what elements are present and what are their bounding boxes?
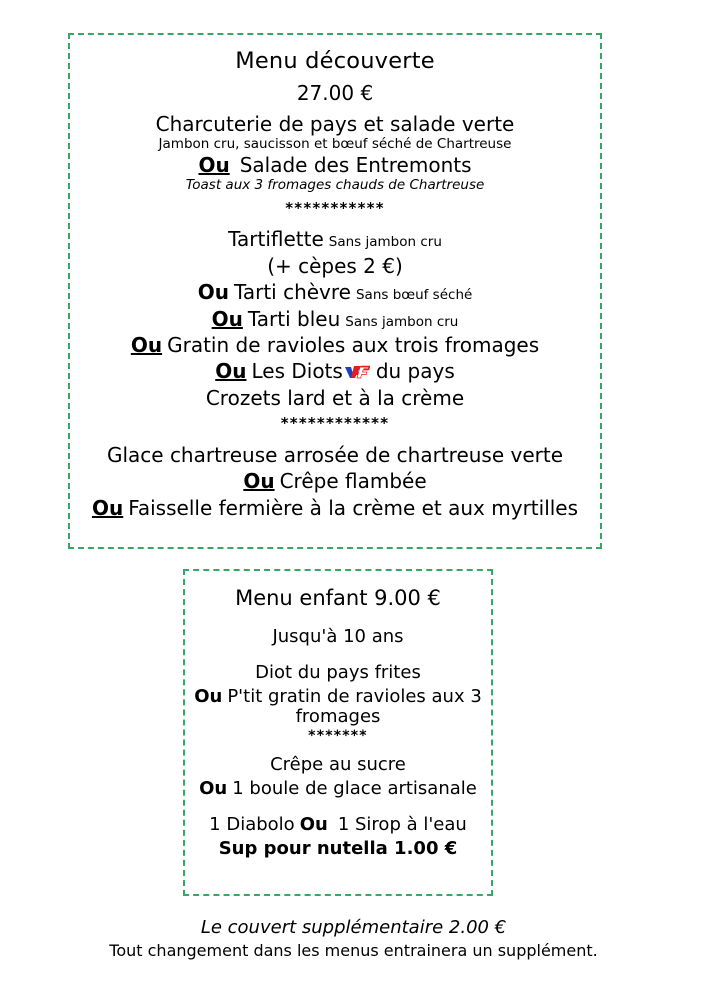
- dessert-option-2: [76, 470, 594, 492]
- starter-option-1-description: Jambon cru, saucisson et bœuf séché de Chartreuse: [158, 135, 512, 152]
- or-label-child-main: Ou: [194, 685, 223, 707]
- child-menu-title: Menu enfant 9.00 €: [235, 586, 441, 610]
- child-drinks: [191, 815, 485, 835]
- or-label-child-dessert: Ou: [199, 777, 228, 799]
- child-drink-1: 1 Diabolo: [209, 814, 295, 836]
- main-item-1-note: Sans jambon cru: [328, 234, 442, 251]
- child-dessert-2: [191, 779, 485, 799]
- or-label-child-drink: Ou: [299, 814, 328, 836]
- child-dessert-2-label: 1 boule de glace artisanale: [232, 777, 477, 799]
- child-main-2-label: P'tit gratin de ravioles aux 3 fromages: [227, 685, 482, 727]
- discovery-menu-box: [68, 33, 602, 549]
- child-nutella-supplement: Sup pour nutella 1.00 €: [218, 838, 458, 860]
- main-item-6: Crozets lard et à la crème: [205, 385, 465, 410]
- main-item-5-label-post: du pays: [375, 359, 455, 384]
- child-main-2: [191, 687, 485, 727]
- main-item-2: [76, 281, 594, 303]
- child-menu-box: [183, 569, 493, 896]
- dessert-option-2-label: Crêpe flambée: [279, 469, 427, 494]
- main-item-5-label-pre: Les Diots: [251, 359, 343, 384]
- starter-option-1: Charcuterie de pays et salade verte: [155, 111, 515, 136]
- discovery-menu-title: Menu découverte: [235, 48, 435, 74]
- main-item-3: [76, 308, 594, 330]
- vpf-logo-icon: [344, 362, 370, 377]
- child-menu-age-limit: Jusqu'à 10 ans: [272, 625, 404, 647]
- main-item-3-note: Sans jambon cru: [345, 313, 459, 330]
- or-label-starter: Ou: [198, 153, 230, 178]
- separator-stars-1: ***********: [285, 198, 385, 217]
- child-dessert-1: Crêpe au sucre: [270, 753, 406, 775]
- footer-cover-charge: Le couvert supplémentaire 2.00 €: [200, 917, 507, 938]
- starter-option-2: [76, 154, 594, 176]
- separator-stars-2: ************: [280, 414, 390, 433]
- discovery-menu-content: [70, 35, 600, 519]
- main-item-2-note: Sans bœuf séché: [355, 287, 473, 304]
- main-item-1-supplement: (+ cèpes 2 €): [267, 253, 403, 278]
- or-label-dessert-3: Ou: [91, 495, 124, 520]
- or-label-main-3: Ou: [211, 306, 243, 331]
- starter-option-2-label: Salade des Entremonts: [239, 153, 472, 178]
- main-item-2-label: Tarti chèvre: [233, 280, 351, 305]
- main-item-4: [76, 334, 594, 356]
- starter-option-2-description: Toast aux 3 fromages chauds de Chartreuse: [185, 177, 485, 194]
- or-label-main-4: Ou: [130, 332, 163, 357]
- or-label-dessert-2: Ou: [243, 469, 275, 494]
- main-item-3-label: Tarti bleu: [247, 306, 341, 331]
- child-drink-2: 1 Sirop à l'eau: [337, 814, 467, 836]
- footer: [0, 918, 707, 960]
- dessert-option-1: Glace chartreuse arrosée de chartreuse verte: [106, 442, 564, 467]
- or-label-main-5: Ou: [215, 359, 247, 384]
- discovery-menu-price: 27.00 €: [296, 81, 374, 106]
- or-label-main-2: Ou: [197, 280, 229, 305]
- separator-stars-child: *******: [308, 728, 368, 745]
- main-item-4-label: Gratin de ravioles aux trois fromages: [167, 332, 540, 357]
- main-item-5: [76, 360, 594, 382]
- child-main-1: Diot du pays frites: [255, 661, 421, 683]
- main-item-1: [76, 228, 594, 250]
- footer-notice: Tout changement dans les menus entrainera un supplément.: [109, 941, 598, 961]
- main-item-1-label: Tartiflette: [228, 227, 324, 252]
- child-menu-content: [185, 571, 491, 859]
- dessert-option-3-label: Faisselle fermière à la crème et aux myrtilles: [128, 495, 579, 520]
- dessert-option-3: [76, 497, 594, 519]
